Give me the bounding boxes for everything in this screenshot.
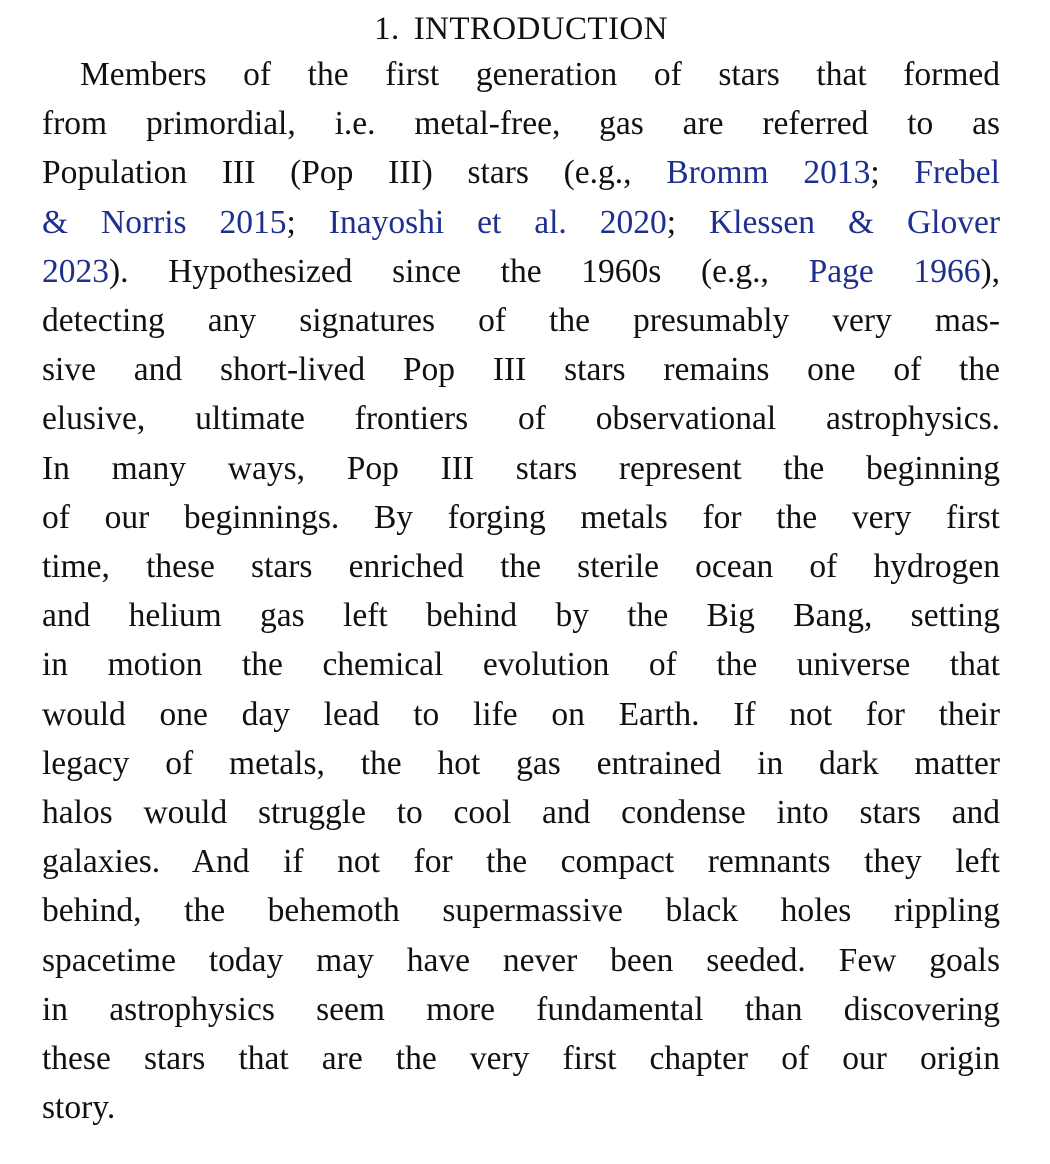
paragraph-line: sive and short-lived Pop III stars remains one of the: [42, 351, 1000, 389]
paragraph-line: from primordial, i.e. metal-free, gas are referred to as: [42, 105, 1000, 143]
paragraph-line: elusive, ultimate frontiers of observational astrophysics.: [42, 400, 1000, 438]
citation-link-bromm-2013[interactable]: Bromm 2013: [666, 154, 871, 192]
line-text: Population III (Pop III) stars (e.g.,: [42, 154, 667, 192]
paragraph-line: time, these stars enriched the sterile ocean of hydrogen: [42, 548, 1000, 586]
line-text: ),: [980, 252, 1000, 290]
line-text: ). Hypothesized since the 1960s (e.g.,: [109, 252, 809, 290]
paragraph-line: would one day lead to life on Earth. If not for their: [42, 695, 1000, 733]
paragraph-line: legacy of metals, the hot gas entrained in dark matter: [42, 744, 1000, 782]
paragraph-line: in astrophysics seem more fundamental than discovering: [42, 990, 1000, 1028]
paragraph-line: spacetime today may have never been seeded. Few goals: [42, 941, 1000, 979]
citation-link-klessen-glover-2023[interactable]: Klessen & Glover: [708, 203, 1000, 241]
citation-link-page-1966[interactable]: Page 1966: [808, 252, 981, 290]
citation-separator: ;: [286, 203, 329, 241]
paragraph-line: these stars that are the very first chapter of our origin: [42, 1040, 1000, 1078]
paragraph-line: [42, 148, 1000, 197]
paragraph-line: In many ways, Pop III stars represent the beginning: [42, 449, 1000, 487]
citation-link-inayoshi-2020[interactable]: Inayoshi et al. 2020: [328, 203, 667, 241]
paragraph-line: of our beginnings. By forging metals for the very first: [42, 498, 1000, 536]
citation-link-frebel-norris-2015[interactable]: Frebel: [914, 154, 1000, 192]
paragraph-line: story.: [42, 1089, 116, 1127]
paragraph-line: halos would struggle to cool and condense into stars and: [42, 794, 1000, 832]
introduction-paragraph: [42, 50, 1000, 1132]
paragraph-line: galaxies. And if not for the compact remnants they left: [42, 843, 1000, 881]
paragraph-line: [42, 247, 1000, 296]
citation-separator: ;: [870, 154, 915, 192]
paragraph-line: and helium gas left behind by the Big Bang, setting: [42, 597, 1000, 635]
citation-link-klessen-glover-2023-cont[interactable]: 2023: [42, 252, 109, 290]
citation-link-frebel-norris-2015-cont[interactable]: & Norris 2015: [42, 203, 287, 241]
paragraph-line: in motion the chemical evolution of the universe that: [42, 646, 1000, 684]
paragraph-line: Members of the first generation of stars that formed: [80, 56, 1000, 93]
citation-separator: ;: [666, 203, 709, 241]
paper-page: [42, 0, 1000, 1132]
paragraph-line: behind, the behemoth supermassive black holes rippling: [42, 892, 1000, 930]
section-title: INTRODUCTION: [413, 11, 668, 47]
paragraph-line: detecting any signatures of the presumably very mas-: [42, 302, 1000, 340]
paragraph-line: [42, 198, 1000, 247]
section-heading: [42, 0, 1000, 50]
section-number: 1.: [374, 11, 400, 47]
